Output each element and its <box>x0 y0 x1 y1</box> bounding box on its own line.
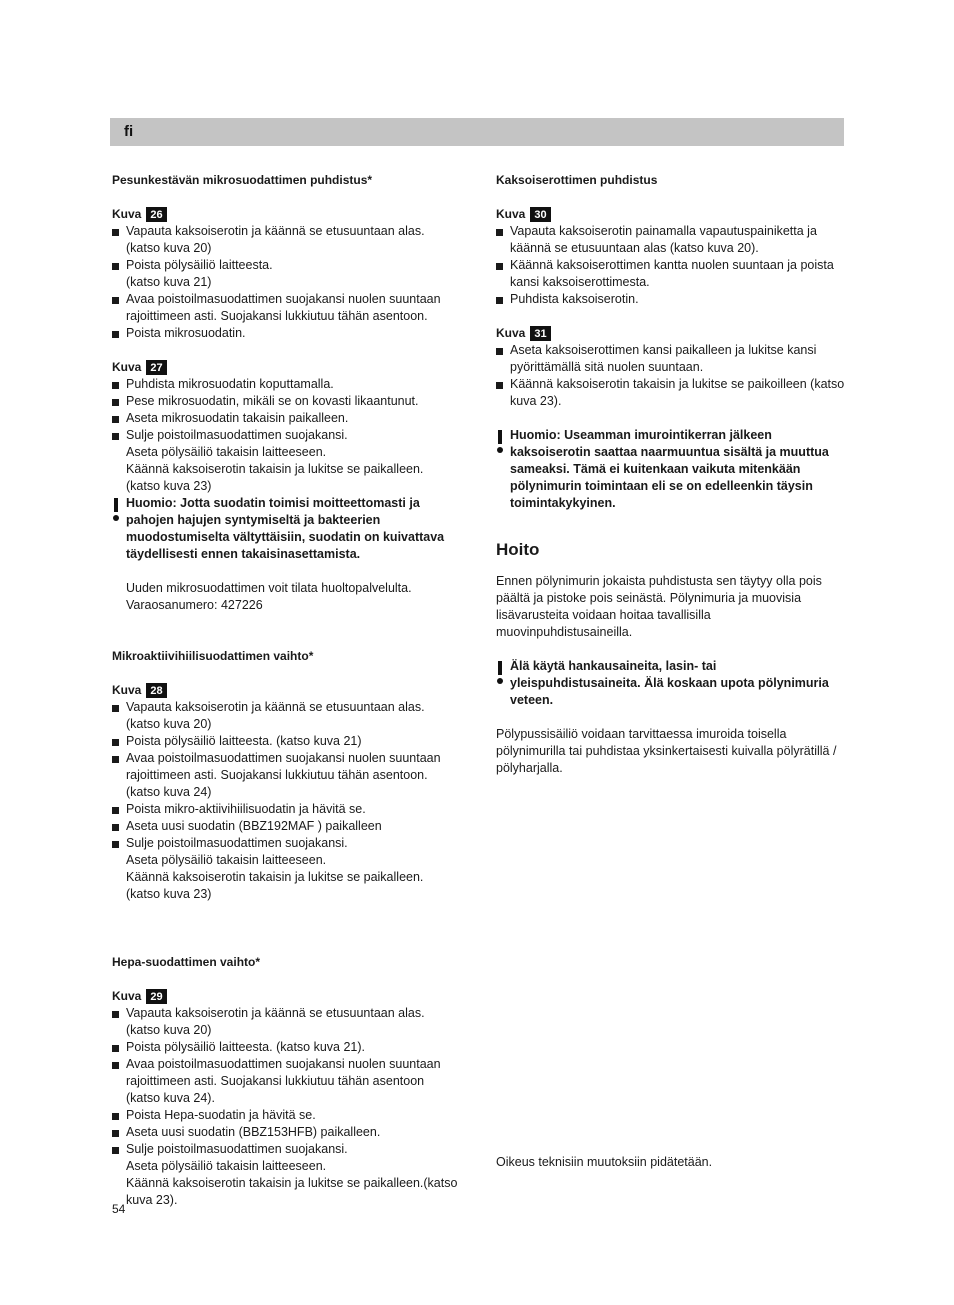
list-item: Vapauta kaksoiserotin ja käännä se etusuuntaan alas. (katso kuva 20) <box>112 699 462 733</box>
section-title-separator-cleaning: Kaksoiserottimen puhdistus <box>496 173 658 187</box>
warning-icon <box>112 498 122 522</box>
figure-label: Kuva <box>496 326 526 340</box>
figure-label: Kuva <box>112 207 142 221</box>
list-item: Aseta mikrosuodatin takaisin paikalleen. <box>112 410 462 427</box>
figure-ref <box>112 206 462 223</box>
section-title-carbon-filter-replacement: Mikroaktiivihiilisuodattimen vaihto* <box>112 649 314 663</box>
list-item: Sulje poistoilmasuodattimen suojakansi. Aseta pölysäiliö takaisin laitteeseen. Käännä kaksoiserotin takaisin ja lukitse se paikalleen. (katso kuva 23) <box>112 427 462 495</box>
right-column <box>496 172 846 777</box>
list-item: Poista pölysäiliö laitteesta. (katso kuva 21) <box>112 733 462 750</box>
warning-text: Huomio: Useamman imurointikerran jälkeen kaksoiserotin saattaa naarmuuntua sisältä ja muuttua sameaksi. Tämä ei kuitenkaan vaikuta mitenkään pölynimurin toimintaan eli se on edelleenkin täysin toimintakykyinen. <box>510 428 829 510</box>
instruction-list <box>496 223 846 308</box>
figure-ref <box>112 988 462 1005</box>
list-item: Poista pölysäiliö laitteesta. (katso kuva 21) <box>112 257 462 291</box>
warning-icon <box>496 661 506 685</box>
warning-text: Älä käytä hankausaineita, lasin- tai yleispuhdistusaineita. Älä koskaan upota pölynimuria veteen. <box>510 659 829 707</box>
list-item: Poista mikro-aktiivihiilisuodatin ja hävitä se. <box>112 801 462 818</box>
instruction-list <box>496 342 846 410</box>
section-title-care: Hoito <box>496 540 540 559</box>
order-info: Uuden mikrosuodattimen voit tilata huoltopalvelulta. <box>126 581 412 595</box>
warning-icon <box>496 430 506 454</box>
figure-ref <box>496 325 846 342</box>
list-item: Avaa poistoilmasuodattimen suojakansi nuolen suuntaan rajoittimeen asti. Suojakansi lukkiutuu tähän asentoon. (katso kuva 24) <box>112 750 462 801</box>
left-column <box>112 172 462 1209</box>
figure-number-badge: 27 <box>146 360 166 375</box>
list-item: Poista pölysäiliö laitteesta. (katso kuva 21). <box>112 1039 462 1056</box>
rights-reserved-note: Oikeus teknisiin muutoksiin pidätetään. <box>496 1155 713 1169</box>
list-item: Käännä kaksoiserottimen kantta nuolen suuntaan ja poista kansi kaksoiserottimesta. <box>496 257 846 291</box>
figure-ref <box>496 206 846 223</box>
list-item: Poista Hepa-suodatin ja hävitä se. <box>112 1107 462 1124</box>
figure-number-badge: 31 <box>530 326 550 341</box>
language-bar <box>110 118 844 146</box>
figure-number-badge: 29 <box>146 989 166 1004</box>
figure-number-badge: 30 <box>530 207 550 222</box>
care-paragraph: Ennen pölynimurin jokaista puhdistusta sen täytyy olla pois päältä ja pistoke pois seinästä. Pölynimuria ja muovisia lisävarusteita voidaan hoitaa tavallisilla muovinpuhdistusaineilla. <box>496 574 822 639</box>
list-item: Puhdista mikrosuodatin koputtamalla. <box>112 376 462 393</box>
list-item: Aseta uusi suodatin (BBZ153HFB) paikalleen. <box>112 1124 462 1141</box>
instruction-list <box>112 699 462 903</box>
figure-label: Kuva <box>112 683 142 697</box>
language-code: fi <box>124 123 134 140</box>
page-number: 54 <box>112 1202 126 1216</box>
list-item: Avaa poistoilmasuodattimen suojakansi nuolen suuntaan rajoittimeen asti. Suojakansi lukkiutuu tähän asentoon (katso kuva 24). <box>112 1056 462 1107</box>
list-item: Pese mikrosuodatin, mikäli se on kovasti likaantunut. <box>112 393 462 410</box>
instruction-list <box>112 223 462 342</box>
warning-note <box>496 658 846 709</box>
instruction-list <box>112 376 462 495</box>
list-item: Poista mikrosuodatin. <box>112 325 462 342</box>
figure-label: Kuva <box>112 989 142 1003</box>
list-item: Sulje poistoilmasuodattimen suojakansi. Aseta pölysäiliö takaisin laitteeseen. Käännä kaksoiserotin takaisin ja lukitse se paikalleen.(katso kuva 23). <box>112 1141 462 1209</box>
warning-note <box>496 427 846 512</box>
instruction-list <box>112 1005 462 1209</box>
list-item: Aseta uusi suodatin (BBZ192MAF ) paikalleen <box>112 818 462 835</box>
figure-ref <box>112 682 462 699</box>
care-paragraph: Pölypussisäiliö voidaan tarvittaessa imuroida toisella pölynimurilla tai puhdistaa yksinkertaisesti kuivalla pölyrätillä / pölyharjalla. <box>496 727 837 775</box>
part-number: Varaosanumero: 427226 <box>126 598 263 612</box>
list-item: Puhdista kaksoiserotin. <box>496 291 846 308</box>
section-title-microfilter-cleaning: Pesunkestävän mikrosuodattimen puhdistus* <box>112 173 373 187</box>
list-item: Käännä kaksoiserotin takaisin ja lukitse se paikoilleen (katso kuva 23). <box>496 376 846 410</box>
section-title-hepa-filter-replacement: Hepa-suodattimen vaihto* <box>112 955 261 969</box>
figure-label: Kuva <box>112 360 142 374</box>
list-item: Vapauta kaksoiserotin ja käännä se etusuuntaan alas. (katso kuva 20) <box>112 1005 462 1039</box>
list-item: Avaa poistoilmasuodattimen suojakansi nuolen suuntaan rajoittimeen asti. Suojakansi lukkiutuu tähän asentoon. <box>112 291 462 325</box>
list-item: Vapauta kaksoiserotin ja käännä se etusuuntaan alas. (katso kuva 20) <box>112 223 462 257</box>
figure-label: Kuva <box>496 207 526 221</box>
list-item: Sulje poistoilmasuodattimen suojakansi. Aseta pölysäiliö takaisin laitteeseen. Käännä kaksoiserotin takaisin ja lukitse se paikalleen. (katso kuva 23) <box>112 835 462 903</box>
warning-text: Huomio: Jotta suodatin toimisi moitteettomasti ja pahojen hajujen syntymiseltä ja bakteerien muodostumiselta vältyttäisiin, suodatin on kuivattava täydellisesti ennen takaisinasettamista. <box>126 496 445 561</box>
figure-ref <box>112 359 462 376</box>
figure-number-badge: 26 <box>146 207 166 222</box>
warning-note <box>112 495 462 563</box>
list-item: Vapauta kaksoiserotin painamalla vapautuspainiketta ja käännä se etusuuntaan alas (katso kuva 20). <box>496 223 846 257</box>
list-item: Aseta kaksoiserottimen kansi paikalleen ja lukitse kansi pyörittämällä sitä nuolen suuntaan. <box>496 342 846 376</box>
figure-number-badge: 28 <box>146 683 166 698</box>
